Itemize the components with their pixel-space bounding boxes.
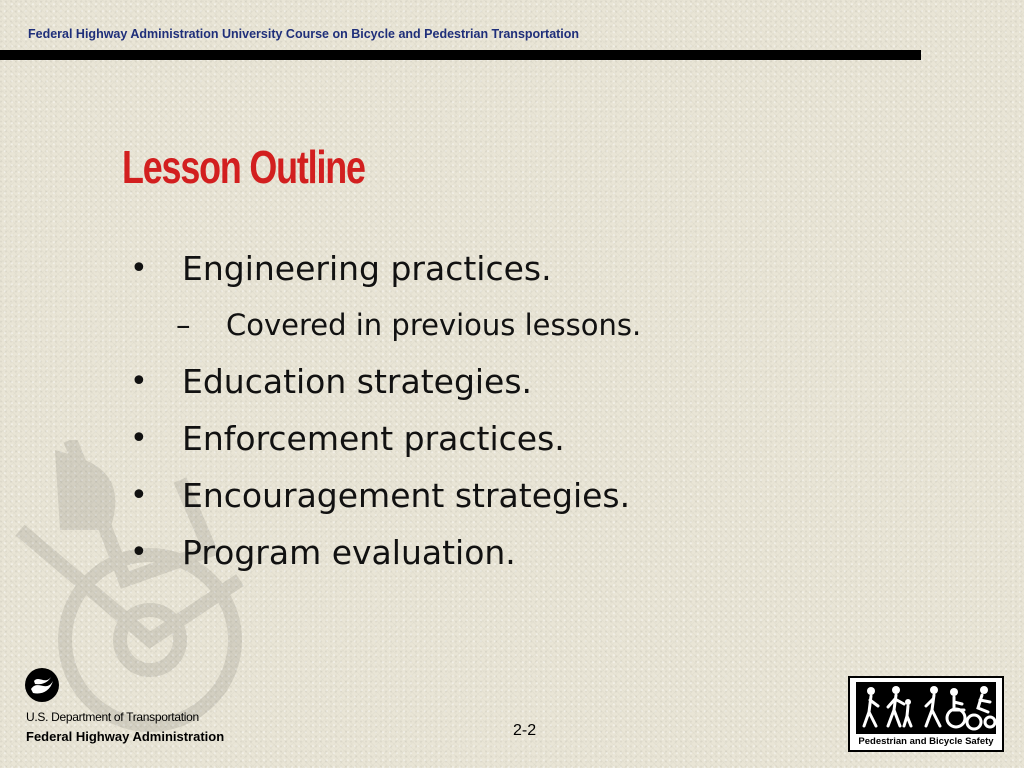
bullet-list (130, 240, 641, 581)
bullet-marker: • (130, 478, 148, 513)
list-item (130, 410, 641, 467)
list-item-text: Program evaluation. (182, 533, 516, 572)
dot-department-label: U.S. Department of Transportation (26, 710, 199, 724)
bullet-marker: • (130, 421, 148, 456)
bullet-marker: • (130, 364, 148, 399)
pedestrian-bicycle-safety-logo (848, 676, 1004, 752)
list-item (130, 353, 641, 410)
list-item (130, 240, 641, 297)
bullet-marker: • (130, 535, 148, 570)
list-sub-item-text: Covered in previous lessons. (226, 308, 642, 342)
list-item-text: Education strategies. (182, 362, 533, 401)
list-item-text: Enforcement practices. (182, 419, 565, 458)
safety-logo-caption: Pedestrian and Bicycle Safety (858, 736, 994, 747)
bullet-marker: • (130, 251, 148, 286)
list-item (130, 524, 641, 581)
fhwa-label: Federal Highway Administration (26, 729, 225, 744)
list-sub-item (130, 297, 641, 353)
list-item-text: Encouragement strategies. (182, 476, 631, 515)
list-item-text: Engineering practices. (182, 249, 552, 288)
page-number: 2-2 (513, 722, 537, 739)
slide-title: Lesson Outline (122, 141, 365, 193)
course-header: Federal Highway Administration University Course on Bicycle and Pedestrian Transportation (28, 27, 580, 41)
pedestrian-bicycle-safety-icon (856, 682, 996, 734)
header-rule (0, 50, 921, 60)
list-item (130, 467, 641, 524)
dot-eagle-icon (24, 667, 60, 703)
sub-bullet-marker: – (176, 308, 191, 342)
